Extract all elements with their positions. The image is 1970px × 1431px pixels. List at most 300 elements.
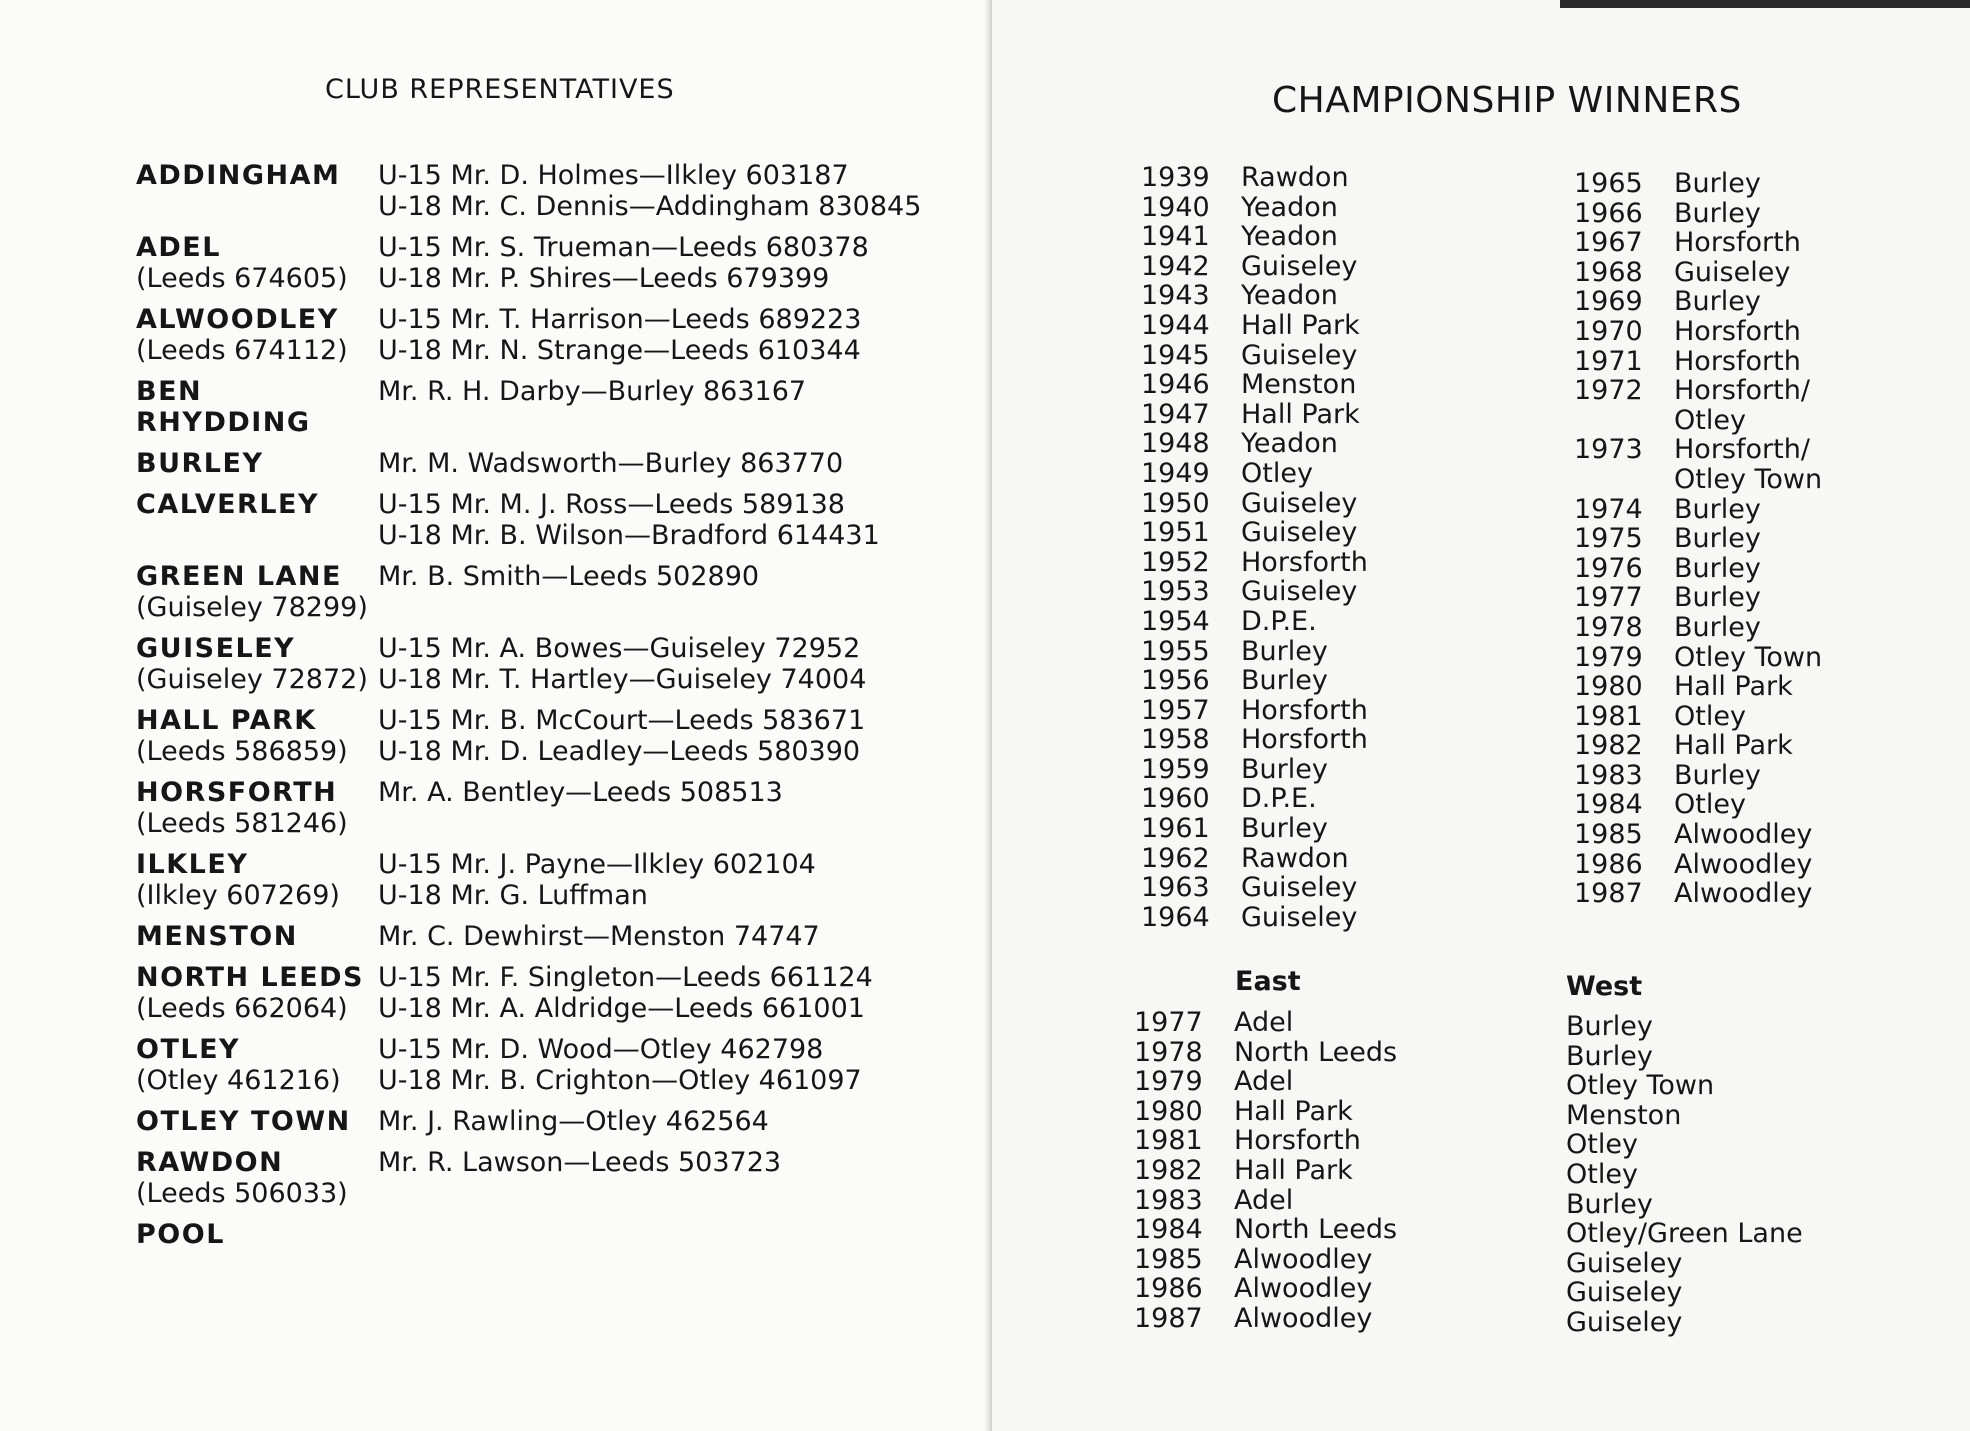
winner-year: 1956	[1141, 665, 1210, 697]
club-name: RAWDON	[136, 1147, 284, 1178]
winner-year: 1943	[1141, 280, 1210, 312]
winner-row	[1574, 643, 1822, 673]
winner-club: Otley Town	[1566, 1070, 1715, 1102]
winner-year: 1965	[1574, 168, 1643, 199]
winner-year	[1574, 465, 1674, 495]
winner-year: 1974	[1574, 493, 1643, 525]
club-name-block	[136, 376, 378, 438]
winner-year: 1978	[1134, 1036, 1203, 1068]
winner-club: Burley	[1241, 635, 1328, 667]
winner-row	[1566, 1219, 1803, 1249]
winner-year: 1976	[1574, 552, 1643, 584]
representative-line: Mr. A. Bentley—Leeds 508513	[378, 777, 783, 808]
winner-row	[1141, 222, 1368, 252]
winner-year: 1952	[1141, 546, 1210, 578]
winner-year: 1939	[1141, 162, 1210, 193]
club-name-block	[136, 561, 378, 623]
club-entry	[136, 160, 936, 222]
club-entry	[136, 1219, 936, 1250]
winner-year: 1986	[1134, 1273, 1203, 1305]
winner-row	[1141, 903, 1368, 933]
winner-year: 1961	[1141, 813, 1210, 845]
winner-row	[1134, 1245, 1397, 1275]
winner-club: Guiseley	[1566, 1247, 1683, 1279]
winner-row	[1134, 1038, 1397, 1068]
winner-year: 1973	[1574, 434, 1643, 466]
winner-club: Hall Park	[1674, 671, 1793, 703]
championship-winners-title: CHAMPIONSHIP WINNERS	[1272, 80, 1742, 121]
winner-club: Alwoodley	[1674, 878, 1813, 910]
winner-club: Hall Park	[1241, 309, 1360, 341]
winner-club: Otley/Green Lane	[1566, 1218, 1803, 1250]
winner-row	[1141, 548, 1368, 578]
winner-year: 1958	[1141, 724, 1210, 756]
club-entry	[136, 921, 936, 952]
representative-line: U-15 Mr. D. Wood—Otley 462798	[378, 1034, 824, 1065]
winner-club: Alwoodley	[1674, 819, 1813, 851]
winner-club: Hall Park	[1674, 730, 1793, 762]
winner-club: Guiseley	[1566, 1277, 1683, 1309]
representative-line: U-18 Mr. G. Luffman	[378, 880, 648, 911]
club-name-block	[136, 1034, 378, 1096]
representative-line: U-15 Mr. D. Holmes—Ilkley 603187	[378, 160, 849, 191]
representative-line: U-18 Mr. D. Leadley—Leeds 580390	[378, 736, 861, 767]
club-representatives	[378, 160, 921, 222]
winner-row	[1574, 495, 1822, 525]
winner-row	[1566, 1130, 1803, 1160]
club-name-block	[136, 1106, 378, 1137]
winner-club: Yeadon	[1241, 191, 1338, 223]
winner-year: 1949	[1141, 457, 1210, 489]
winner-year: 1972	[1574, 375, 1643, 407]
winners-column-2	[1574, 169, 1822, 909]
winner-club: Burley	[1241, 813, 1328, 845]
winner-row	[1574, 524, 1822, 554]
winner-club: Guiseley	[1241, 901, 1358, 933]
winner-year: 1975	[1574, 523, 1643, 555]
winner-row	[1574, 761, 1822, 791]
winner-club: Guiseley	[1674, 256, 1791, 288]
club-name-block	[136, 921, 378, 952]
club-entry	[136, 1147, 936, 1209]
winner-club: Burley	[1674, 759, 1761, 791]
winner-row	[1574, 702, 1822, 732]
club-representatives	[378, 921, 820, 952]
club-representatives	[378, 777, 783, 839]
winner-row	[1141, 577, 1368, 607]
club-phone: (Leeds 581246)	[136, 808, 348, 839]
winner-year: 1941	[1141, 221, 1210, 253]
winner-club: Burley	[1566, 1040, 1653, 1072]
club-name-block	[136, 448, 378, 479]
winner-row	[1574, 731, 1822, 761]
winner-club: Adel	[1234, 1184, 1294, 1216]
club-representatives	[378, 633, 866, 695]
winner-row	[1574, 169, 1822, 199]
winner-club: North Leeds	[1234, 1214, 1398, 1246]
winner-club: Burley	[1241, 665, 1328, 697]
winner-row	[1141, 341, 1368, 371]
winner-row	[1566, 1190, 1803, 1220]
club-entry	[136, 1106, 936, 1137]
winner-year: 1951	[1141, 517, 1210, 549]
club-representatives	[378, 376, 806, 438]
winner-club: Otley	[1566, 1129, 1638, 1161]
winner-year: 1963	[1141, 872, 1210, 904]
club-name: GUISELEY	[136, 633, 296, 664]
winner-year: 1978	[1574, 611, 1643, 643]
winner-year: 1955	[1141, 635, 1210, 667]
winner-club: Otley	[1566, 1158, 1638, 1190]
club-phone: (Leeds 674605)	[136, 263, 348, 294]
winner-year: 1948	[1141, 428, 1210, 460]
winner-year: 1968	[1574, 256, 1643, 288]
winner-club: Horsforth	[1241, 724, 1368, 756]
winner-club: Otley	[1674, 789, 1746, 821]
representative-line: U-18 Mr. B. Crighton—Otley 461097	[378, 1065, 862, 1096]
right-page	[992, 0, 1970, 1431]
winner-club: Guiseley	[1241, 487, 1358, 519]
representative-line: Mr. M. Wadsworth—Burley 863770	[378, 448, 844, 479]
club-phone: (Leeds 506033)	[136, 1178, 348, 1209]
winner-year: 1987	[1134, 1302, 1203, 1334]
club-entry	[136, 489, 936, 551]
winner-club: Guiseley	[1566, 1306, 1683, 1338]
winner-row	[1566, 1012, 1803, 1042]
winner-year: 1945	[1141, 339, 1210, 371]
winner-row	[1134, 1274, 1397, 1304]
winner-year: 1954	[1141, 605, 1210, 637]
winner-club: Yeadon	[1241, 280, 1338, 312]
club-name: HALL PARK	[136, 705, 317, 736]
winner-club: Adel	[1234, 1007, 1294, 1038]
winner-row	[1574, 583, 1822, 613]
club-entry	[136, 962, 936, 1024]
winner-row	[1141, 429, 1368, 459]
winner-row	[1141, 518, 1368, 548]
winner-club: Otley	[1241, 457, 1313, 489]
winner-club: Burley	[1674, 197, 1761, 229]
club-representatives	[378, 1034, 862, 1096]
winner-club: Burley	[1674, 286, 1761, 318]
winner-row	[1141, 400, 1368, 430]
winner-club: Burley	[1566, 1011, 1653, 1042]
winner-club: Burley	[1241, 753, 1328, 785]
representative-line: U-18 Mr. B. Wilson—Bradford 614431	[378, 520, 880, 551]
representative-line: U-18 Mr. N. Strange—Leeds 610344	[378, 335, 861, 366]
club-name-block	[136, 160, 378, 222]
representative-line: U-18 Mr. A. Aldridge—Leeds 661001	[378, 993, 865, 1024]
club-name-block	[136, 1147, 378, 1209]
winner-row	[1134, 1304, 1397, 1334]
winner-row	[1566, 1278, 1803, 1308]
winner-year: 1960	[1141, 783, 1210, 815]
club-list	[136, 160, 936, 1260]
winner-row	[1141, 252, 1368, 282]
winner-row	[1574, 613, 1822, 643]
winner-club: Guiseley	[1241, 250, 1358, 282]
winner-year: 1959	[1141, 753, 1210, 785]
winner-year: 1957	[1141, 694, 1210, 726]
winner-row	[1141, 666, 1368, 696]
club-representatives	[378, 448, 843, 479]
west-heading: West	[1566, 971, 1643, 1002]
club-entry	[136, 232, 936, 294]
winner-year: 1971	[1574, 345, 1643, 377]
club-representatives	[378, 849, 816, 911]
club-name-block	[136, 633, 378, 695]
winner-club: D.P.E.	[1241, 605, 1317, 637]
winner-club: Burley	[1674, 168, 1761, 199]
winner-year: 1981	[1134, 1125, 1203, 1157]
winner-row	[1574, 820, 1822, 850]
club-name: BURLEY	[136, 448, 264, 479]
winner-row	[1574, 465, 1822, 495]
winner-row	[1574, 228, 1822, 258]
winner-row	[1574, 406, 1822, 436]
winner-row	[1134, 1008, 1397, 1038]
winner-row	[1574, 850, 1822, 880]
representative-line: U-18 Mr. C. Dennis—Addingham 830845	[378, 191, 922, 222]
winner-year: 1986	[1574, 848, 1643, 880]
winner-year: 1983	[1574, 759, 1643, 791]
winner-club: Hall Park	[1234, 1095, 1353, 1127]
club-representatives	[378, 1106, 769, 1137]
winner-club: Horsforth	[1241, 546, 1368, 578]
winner-club: Otley Town	[1674, 463, 1823, 495]
winner-row	[1134, 1156, 1397, 1186]
winner-club: Horsforth	[1674, 315, 1801, 347]
club-name: CALVERLEY	[136, 489, 320, 520]
winner-club: Menston	[1566, 1099, 1682, 1131]
winner-club: Burley	[1674, 582, 1761, 614]
winner-row	[1134, 1126, 1397, 1156]
representative-line: U-15 Mr. M. J. Ross—Leeds 589138	[378, 489, 845, 520]
winner-row	[1574, 672, 1822, 702]
club-entry	[136, 561, 936, 623]
club-phone: (Leeds 662064)	[136, 993, 348, 1024]
winner-row	[1141, 459, 1368, 489]
winner-club: Rawdon	[1241, 162, 1349, 193]
winner-club: Horsforth	[1674, 345, 1801, 377]
winner-year: 1970	[1574, 315, 1643, 347]
winner-club: Horsforth	[1241, 694, 1368, 726]
winner-year: 1985	[1574, 819, 1643, 851]
club-name: BEN RHYDDING	[136, 376, 311, 438]
east-winners-list	[1134, 1008, 1397, 1334]
winner-club: Alwoodley	[1234, 1302, 1373, 1334]
winner-club: Horsforth	[1674, 227, 1801, 259]
representative-line: U-15 Mr. F. Singleton—Leeds 661124	[378, 962, 873, 993]
winner-year: 1979	[1134, 1066, 1203, 1098]
club-phone: (Leeds 586859)	[136, 736, 348, 767]
winner-club: Burley	[1674, 611, 1761, 643]
winner-row	[1141, 696, 1368, 726]
club-representatives	[378, 705, 865, 767]
winner-club: Alwoodley	[1234, 1273, 1373, 1305]
winner-row	[1566, 1071, 1803, 1101]
winner-year: 1940	[1141, 191, 1210, 223]
club-name-block	[136, 705, 378, 767]
winner-row	[1141, 844, 1368, 874]
winner-club: Horsforth/	[1674, 434, 1810, 466]
winner-year: 1962	[1141, 842, 1210, 874]
club-phone: (Ilkley 607269)	[136, 880, 340, 911]
club-name: ALWOODLEY	[136, 304, 339, 335]
winner-row	[1141, 489, 1368, 519]
club-phone: (Otley 461216)	[136, 1065, 341, 1096]
club-entry	[136, 849, 936, 911]
winner-year: 1966	[1574, 197, 1643, 229]
winner-row	[1574, 258, 1822, 288]
winner-row	[1566, 1249, 1803, 1279]
club-name-block	[136, 304, 378, 366]
club-entry	[136, 376, 936, 438]
winner-club: Alwoodley	[1674, 848, 1813, 880]
representative-line: Mr. R. H. Darby—Burley 863167	[378, 376, 807, 407]
winner-year: 1950	[1141, 487, 1210, 519]
club-name-block	[136, 489, 378, 551]
winner-club: Otley	[1674, 700, 1746, 732]
winner-year: 1982	[1574, 730, 1643, 762]
winner-row	[1574, 347, 1822, 377]
winner-row	[1141, 814, 1368, 844]
winner-year: 1967	[1574, 227, 1643, 259]
winner-club: Burley	[1674, 523, 1761, 555]
winner-row	[1566, 1308, 1803, 1338]
winner-row	[1141, 311, 1368, 341]
winner-club: Yeadon	[1241, 428, 1338, 460]
winner-club: Burley	[1674, 493, 1761, 525]
winner-year: 1981	[1574, 700, 1643, 732]
winner-year: 1985	[1134, 1243, 1203, 1275]
winner-row	[1566, 1160, 1803, 1190]
winner-row	[1566, 1042, 1803, 1072]
winner-club: Yeadon	[1241, 221, 1338, 253]
winner-row	[1134, 1067, 1397, 1097]
winner-row	[1574, 317, 1822, 347]
winner-year: 1980	[1574, 671, 1643, 703]
winner-club: Burley	[1566, 1188, 1653, 1220]
club-phone: (Leeds 674112)	[136, 335, 348, 366]
representative-line: U-18 Mr. P. Shires—Leeds 679399	[378, 263, 830, 294]
club-representatives	[378, 232, 869, 294]
winners-column-1	[1141, 163, 1368, 932]
winner-row	[1141, 637, 1368, 667]
winner-club: Burley	[1674, 552, 1761, 584]
winner-year	[1574, 406, 1674, 436]
representative-line: U-15 Mr. S. Trueman—Leeds 680378	[378, 232, 869, 263]
winner-year: 1983	[1134, 1184, 1203, 1216]
winner-year: 1984	[1574, 789, 1643, 821]
winner-row	[1574, 790, 1822, 820]
winner-year: 1964	[1141, 901, 1210, 933]
club-name-block	[136, 232, 378, 294]
winner-year: 1977	[1134, 1007, 1203, 1038]
winner-row	[1574, 435, 1822, 465]
club-representatives	[378, 489, 880, 551]
winner-row	[1134, 1186, 1397, 1216]
club-representatives	[378, 561, 759, 623]
winner-row	[1574, 287, 1822, 317]
club-representatives	[378, 304, 861, 366]
winner-club: Rawdon	[1241, 842, 1349, 874]
club-phone: (Guiseley 78299)	[136, 592, 368, 623]
representative-line: Mr. C. Dewhirst—Menston 74747	[378, 921, 820, 952]
representative-line: U-15 Mr. T. Harrison—Leeds 689223	[378, 304, 862, 335]
winner-year: 1982	[1134, 1154, 1203, 1186]
club-name: ILKLEY	[136, 849, 249, 880]
winner-year: 1980	[1134, 1095, 1203, 1127]
winner-club: Otley Town	[1674, 641, 1823, 673]
winner-club: Horsforth	[1234, 1125, 1361, 1157]
winner-year: 1987	[1574, 878, 1643, 910]
east-heading: East	[1235, 966, 1301, 997]
winner-club: Hall Park	[1241, 398, 1360, 430]
west-winners-list	[1566, 1012, 1803, 1338]
winner-row	[1566, 1101, 1803, 1131]
representative-line: Mr. R. Lawson—Leeds 503723	[378, 1147, 782, 1178]
page-edge-band	[1560, 0, 1970, 8]
winner-row	[1574, 376, 1822, 406]
representative-line: U-15 Mr. B. McCourt—Leeds 583671	[378, 705, 866, 736]
winner-club: Menston	[1241, 369, 1357, 401]
club-name: GREEN LANE	[136, 561, 342, 592]
club-representatives	[378, 1147, 781, 1209]
club-name: OTLEY TOWN	[136, 1106, 351, 1137]
winner-club: Adel	[1234, 1066, 1294, 1098]
club-entry	[136, 777, 936, 839]
winner-year: 1984	[1134, 1214, 1203, 1246]
winner-row	[1574, 879, 1822, 909]
winner-row	[1141, 725, 1368, 755]
winner-row	[1141, 784, 1368, 814]
winner-year: 1947	[1141, 398, 1210, 430]
winner-club: D.P.E.	[1241, 783, 1317, 815]
club-representatives-title: CLUB REPRESENTATIVES	[325, 74, 675, 105]
winner-club: Otley	[1674, 404, 1746, 436]
club-entry	[136, 304, 936, 366]
winner-row	[1141, 193, 1368, 223]
club-name: OTLEY	[136, 1034, 241, 1065]
winner-club: North Leeds	[1234, 1036, 1398, 1068]
representative-line: U-18 Mr. T. Hartley—Guiseley 74004	[378, 664, 867, 695]
winner-club: Guiseley	[1241, 339, 1358, 371]
winner-row	[1141, 755, 1368, 785]
club-name: NORTH LEEDS	[136, 962, 364, 993]
representative-line: U-15 Mr. A. Bowes—Guiseley 72952	[378, 633, 861, 664]
winner-row	[1134, 1215, 1397, 1245]
representative-line: Mr. B. Smith—Leeds 502890	[378, 561, 760, 592]
winner-club: Horsforth/	[1674, 375, 1810, 407]
winner-club: Guiseley	[1241, 517, 1358, 549]
winner-year: 1946	[1141, 369, 1210, 401]
winner-club: Guiseley	[1241, 872, 1358, 904]
winner-club: Alwoodley	[1234, 1243, 1373, 1275]
club-name-block	[136, 962, 378, 1024]
representative-line: U-15 Mr. J. Payne—Ilkley 602104	[378, 849, 816, 880]
winner-year: 1944	[1141, 309, 1210, 341]
winner-row	[1141, 607, 1368, 637]
club-entry	[136, 1034, 936, 1096]
club-representatives	[378, 962, 873, 1024]
club-name: ADEL	[136, 232, 221, 263]
club-name-block	[136, 1219, 378, 1250]
club-name: ADDINGHAM	[136, 160, 341, 191]
club-name: POOL	[136, 1219, 225, 1250]
club-name-block	[136, 777, 378, 839]
winner-row	[1141, 163, 1368, 193]
